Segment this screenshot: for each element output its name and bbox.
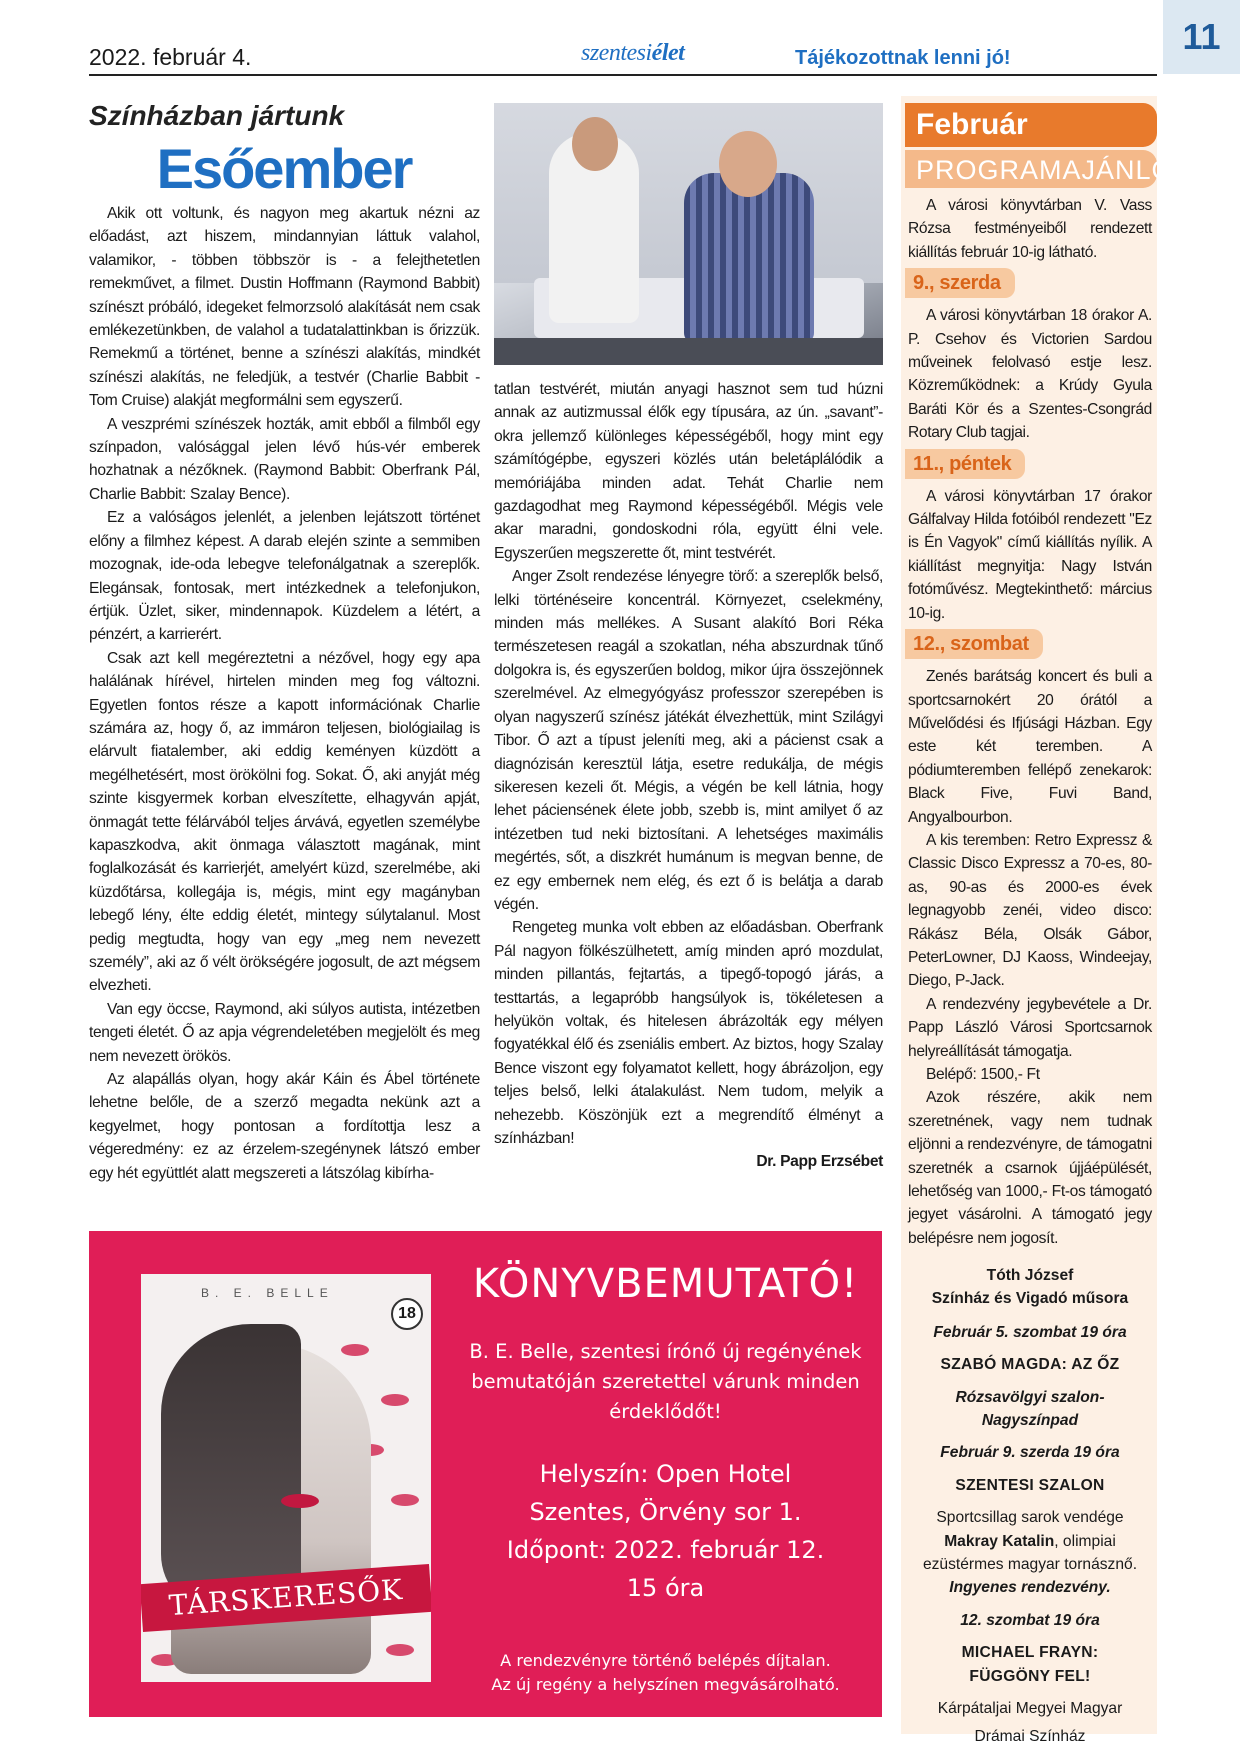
advert-venue	[449, 1455, 882, 1607]
book-cover	[141, 1274, 431, 1682]
article-column-middle	[494, 378, 883, 1174]
book-launch-advert	[89, 1231, 882, 1717]
program-entry: A rendezvény jegybevétele a Dr. Papp László Városi Sportcsarnok helyreállítását támogatja.	[908, 995, 1152, 1060]
event-title: FÜGGÖNY FEL!	[969, 1667, 1091, 1685]
logo-part2: élet	[651, 40, 685, 66]
article-paragraph: A veszprémi színészek hozták, amit ebből a filmből egy színpadon, valósággal jelen lévő hús-vér emberek hozhatnak a nézőknek. (Raymond Babbit: Oberfrank Pál, Charlie Babbit: Szalay Bence).	[89, 415, 480, 503]
newspaper-logo	[581, 40, 684, 67]
program-entry: Azok részére, akik nem szeretnének, vagy nem tudnak eljönni a rendezvényre, de támogatni szeretnék a csarnok újjáépülését, lehetőség van 1000,- Ft-os támogató jegyet vásárolni. A támogató jegy belépésre nem jogosít.	[908, 1089, 1152, 1247]
lips-pattern	[386, 1644, 414, 1656]
lips-pattern	[341, 1344, 369, 1356]
lips-pattern	[391, 1494, 419, 1506]
photo-actor-older-head	[719, 131, 777, 197]
cover-lips	[281, 1494, 319, 1508]
article-photo	[494, 103, 883, 365]
advert-footer-line: Az új regény a helyszínen megvásárolható.	[491, 1675, 840, 1694]
lips-pattern	[381, 1394, 409, 1406]
advert-venue-line: Helyszín: Open Hotel	[539, 1460, 792, 1488]
article-paragraph: Rengeteg munka volt ebben az előadásban. Oberfrank Pál nagyon fölkészülhetett, amíg minden apró mozdulat, minden pillantás, fejtartás, a tipegő-topogó járás, a testtartás, a legapróbb hangsúlyok is, tökéletesen a helyükön voltak, és hitelesen ábrázolták egy mélyen fogyatékkal élő és zseniális embert. Az biztos, hogy Szalay Bence viszont egy folyamatot kellett, hogy ábrázoljon, egy teljes belső, lelki átalakulást. Nem tudom, melyik a nehezebb. Köszönjük ezt a megrendítő élményt a színházban!	[494, 919, 883, 1147]
advert-footer-line: A rendezvényre történő belépés díjtalan.	[500, 1651, 831, 1670]
program-entry: A kis teremben: Retro Expressz & Classic Disco Expressz a 70-es, 80-as, 90-as és 2000-es évek legnagyobb zenéi, video disco: Rákász Béla, Olsák Gábor, PeterLowner, DJ Kaoss, Windeejay, Diego, P-Jack.	[908, 831, 1152, 990]
program-entry: Zenés barátság koncert és buli a sportcsarnokért 20 órától a Művelődési és Ifjúsági Házban. Egy este két teremben. A pódiumteremben fellépő zenekarok: Black Five, Fuvi Band, Angyalbourbon.	[908, 668, 1152, 826]
program-list	[908, 194, 1152, 1250]
photo-floor	[494, 338, 883, 365]
event-title: SZENTESI SZALON	[955, 1476, 1105, 1494]
book-author: B. E. BELLE	[201, 1286, 334, 1300]
event-description-text: , olimpiai ezüstérmes magyar tornásznő.	[922, 1532, 1138, 1574]
article-kicker: Színházban jártunk	[89, 100, 345, 131]
page-number: 11	[1163, 0, 1240, 74]
program-entry: A városi könyvtárban 17 órakor Gálfalvay Hilda fotóiból rendezett "Ez is Én Vagyok" című kiállítás nyílik. A kiállítást megnyitja: Nagy István fotóművész. Megtekinthető: március 10-ig.	[908, 487, 1152, 622]
article-paragraph: Csak azt kell megéreztetni a nézővel, hogy egy apa halálának hírével, hirtelen minden meg fog változni. Egyetlen fontos része a kapott információnak Charlie számára az, hogy ő, az immáron teljesen, biológiailag is elárvult fiatalember, aki eddig keményen küzdött a megélhetésért, most örökölni fog. Sokat. Ő, aki anyját még szinte kisgyermek korban elveszítette, elhagyván apját, önmagát tette félárvából teljes árvává, egyetlen személybe kapaszkodva, akit önmaga választott magának, mint foglalkozását és karrierjét, amelyért küzd, szerelmébe, aki küzdőtársa, kollegája is, mégis, mint egy magányban lebegő lény, élte eddig életét, mintegy súlytalanul. Most pedig megtudta, hogy van egy „meg nem nevezett személy”, aki az ő vélt örökségére jogosult, de azt mégsem elvezheti.	[89, 649, 480, 995]
program-subtitle: PROGRAMAJÁNLÓ	[905, 150, 1157, 188]
theatre-heading-line: Tóth József	[986, 1267, 1074, 1284]
theatre-heading-line: Színház és Vigadó műsora	[931, 1290, 1129, 1308]
event-title: SZABÓ MAGDA: AZ ŐZ	[940, 1356, 1120, 1374]
header-divider	[89, 74, 1157, 76]
header-slogan: Tájékozottnak lenni jó!	[795, 47, 1011, 69]
event-company: Kárpátaljai Megyei Magyar	[937, 1700, 1123, 1718]
cover-hair	[161, 1324, 301, 1614]
advert-venue-line: Szentes, Örvény sor 1.	[529, 1498, 802, 1526]
theatre-programme	[908, 1264, 1152, 1748]
event-date: 12. szombat 19 óra	[960, 1611, 1100, 1629]
advert-footer	[449, 1649, 882, 1697]
article-paragraph: Van egy öccse, Raymond, aki súlyos autista, intézetben tengeti életét. Ő az apja végrendeletében megjelölt és meg nem nevezett örökös.	[89, 1000, 480, 1065]
day-tag: 11., péntek	[905, 449, 1025, 479]
advert-venue-line: Időpont: 2022. február 12.	[506, 1536, 825, 1564]
photo-actor-older	[684, 173, 814, 343]
event-free-note: Ingyenes rendezvény.	[949, 1579, 1111, 1597]
book-title: TÁRSKERESŐK	[141, 1564, 431, 1632]
article-paragraph: Anger Zsolt rendezése lényegre törő: a szereplők belső, lelki történéseire koncentrál. Környezet, cselekmény, minden más mellékes. A Susant alakító Bori Réka természetesen reagál a szokatlan, néha abszurdnak tűnő dolgokra is, és egyszerűen boldog, mikor újra összejönnek szerelmével. Az elmegyógyász professzor szerepében is olyan nagyszerű színész játékát élvezhettük, mint Szilágyi Tibor. Ő azt a típust jeleníti meg, aki a pácienst csak a diagnózisán keresztül látja, esetre redukálja, de mégis sikeresen kezeli őt. Mégis, a végén be kell látnia, hogy lehet páciensének élete jobb, szebb is, mint amilyet ő az intézetben tud neki biztosítani. A lehetséges maximális megértés, sőt, a diszkrét humánum is megvan benne, de ez egy embernek nem elég, és ezt ő is belátja a darab végén.	[494, 568, 883, 913]
article-paragraph: Az alapállás olyan, hogy akár Káin és Ábel története lehetne belőle, de a szerző megadta nekünk azt a kegyelmet, hogy pontosan a fordítottja lesz a végeredmény: ez az érzelem-szegénynek látszó ember egy hét együttlét alatt megszereti a látszólag kibírha-	[89, 1071, 480, 1182]
event-guest: Makray Katalin	[944, 1532, 1055, 1550]
event-description-text: Sportcsillag sarok vendége	[936, 1509, 1124, 1527]
advert-text	[449, 1231, 882, 1697]
event-title: MICHAEL FRAYN:	[961, 1644, 1099, 1662]
program-entry: A városi könyvtárban 18 órakor A. P. Csehov és Victorien Sardou műveinek felolvasó estje lesz. Közreműködnek: a Krúdy Gyula Baráti Kör és a Szentes-Csongrád Rotary Club tagjai.	[908, 307, 1152, 442]
article-paragraph: Ez a valóságos jelenlét, a jelenben lejátszott történet előny a filmhez képest. A darab elején szinte a semmiben mozognak, ide-oda lebegve telefonálgatnak a szereplők. Elegánsak, fontosak, mert intézkednek a telefonjukon, értjük. Üzlet, siker, mindennapok. Küzdelem a létért, a pénzért, a karrierért.	[89, 509, 480, 644]
issue-date: 2022. február 4.	[89, 44, 252, 70]
theatre-heading	[908, 1264, 1152, 1311]
logo-part1: szentesi	[581, 40, 652, 66]
advert-lead: B. E. Belle, szentesi írónő új regényének bemutatóján szeretettel várunk minden érdeklődőt!	[469, 1340, 862, 1423]
day-tag: 12., szombat	[905, 629, 1043, 659]
event-venue: Rózsavölgyi szalon-Nagyszínpad	[955, 1388, 1105, 1430]
event-description	[908, 1506, 1152, 1576]
day-tag: 9., szerda	[905, 268, 1015, 298]
program-intro: A városi könyvtárban V. Vass Rózsa festményeiből rendezett kiállítás február 10-ig látható.	[908, 197, 1152, 261]
photo-actor-young-head	[572, 117, 618, 171]
program-title: Február	[905, 103, 1157, 147]
article-paragraph: tatlan testvérét, miután anyagi hasznot sem tud húzni annak az autizmussal élők egy típusára, az ún. „savant”-okra jellemző különleges képességéből, hogy mint egy számítógépbe, egyszeri közlés után beletáplálódik a memóriájába minden adat. Tehát Charlie nem gazdagodhat meg Raymond képességéből. Mégis vele akar maradni, gondoskodni róla, együtt élni vele. Egyszerűen megszerette őt, mint testvérét.	[494, 381, 883, 562]
age-rating-badge: 18	[391, 1298, 423, 1330]
event-date: Február 5. szombat 19 óra	[933, 1323, 1127, 1341]
advert-venue-line: 15 óra	[626, 1574, 705, 1602]
event-company: Drámai Színház	[974, 1727, 1086, 1745]
article-paragraph: Akik ott voltunk, és nagyon meg akartuk nézni az előadást, azt hiszem, mindannyian láttuk valahol, valamikor, - többen többször is - a felejthetetlen remekművet, a filmet. Dustin Hoffmann (Raymond Babbit) színészt próbáló, idegeket felmorzsoló alakítását nem csak emlékezetünkben, de valahol a tudatalattinkban is őrizzük. Remekmű a történet, benne a színészi alakítás, mindkét színészi alakítás, ne feledjük, a testvér (Charlie Babbit - Tom Cruise) alakját megformálni sem egyszerű.	[89, 205, 480, 410]
advert-title: KÖNYVBEMUTATÓ!	[472, 1261, 859, 1307]
program-entry: Belépő: 1500,- Ft	[926, 1066, 1040, 1083]
article-column-left	[89, 202, 480, 1185]
article-headline: Esőember	[156, 137, 412, 200]
event-date: Február 9. szerda 19 óra	[940, 1444, 1120, 1462]
article-author: Dr. Papp Erzsébet	[756, 1153, 883, 1171]
